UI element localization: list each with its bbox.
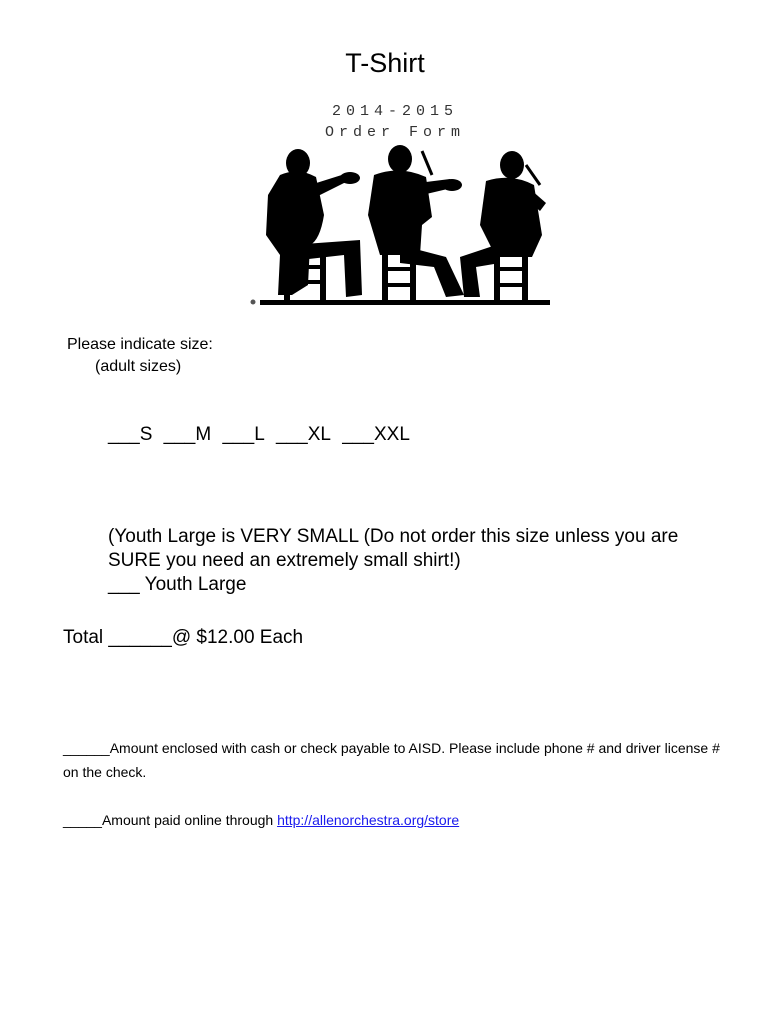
youth-large-option[interactable]: ___ Youth Large [108, 574, 247, 595]
adult-sizes-note: (adult sizes) [95, 358, 182, 375]
total-quantity-blank[interactable]: ______ [108, 627, 172, 648]
online-payment-line [63, 812, 459, 828]
cash-amount-blank[interactable]: ______ [63, 740, 110, 756]
size-option-xl[interactable]: ___XL [276, 424, 331, 445]
price-each: @ $12.00 Each [171, 627, 304, 648]
total-quantity-line [63, 627, 303, 649]
size-option-xxl[interactable]: ___XXL [342, 424, 410, 445]
size-prompt: Please indicate size: [67, 336, 213, 353]
size-options [108, 424, 416, 446]
online-payment-text: Amount paid online through [101, 812, 278, 828]
total-label: Total [63, 627, 104, 648]
store-link[interactable]: http://allenorchestra.org/store [277, 812, 460, 828]
size-option-s[interactable]: ___S [108, 424, 153, 445]
youth-size-warning: (Youth Large is VERY SMALL (Do not order this size unless you are SURE you need an extremely small shirt!) [108, 526, 679, 571]
string-trio-silhouette-icon [250, 145, 555, 315]
form-subtitle: Order Form [324, 124, 465, 141]
online-amount-blank[interactable]: _____ [63, 812, 102, 828]
size-option-m[interactable]: ___M [163, 424, 212, 445]
cash-payment-line [63, 736, 723, 784]
cash-payment-text: Amount enclosed with cash or check payable to AISD. Please include phone # and driver license # on the check. [63, 740, 720, 780]
school-year: 2014-2015 [331, 103, 458, 120]
size-option-l[interactable]: ___L [222, 424, 265, 445]
page-title: T-Shirt [345, 48, 425, 78]
